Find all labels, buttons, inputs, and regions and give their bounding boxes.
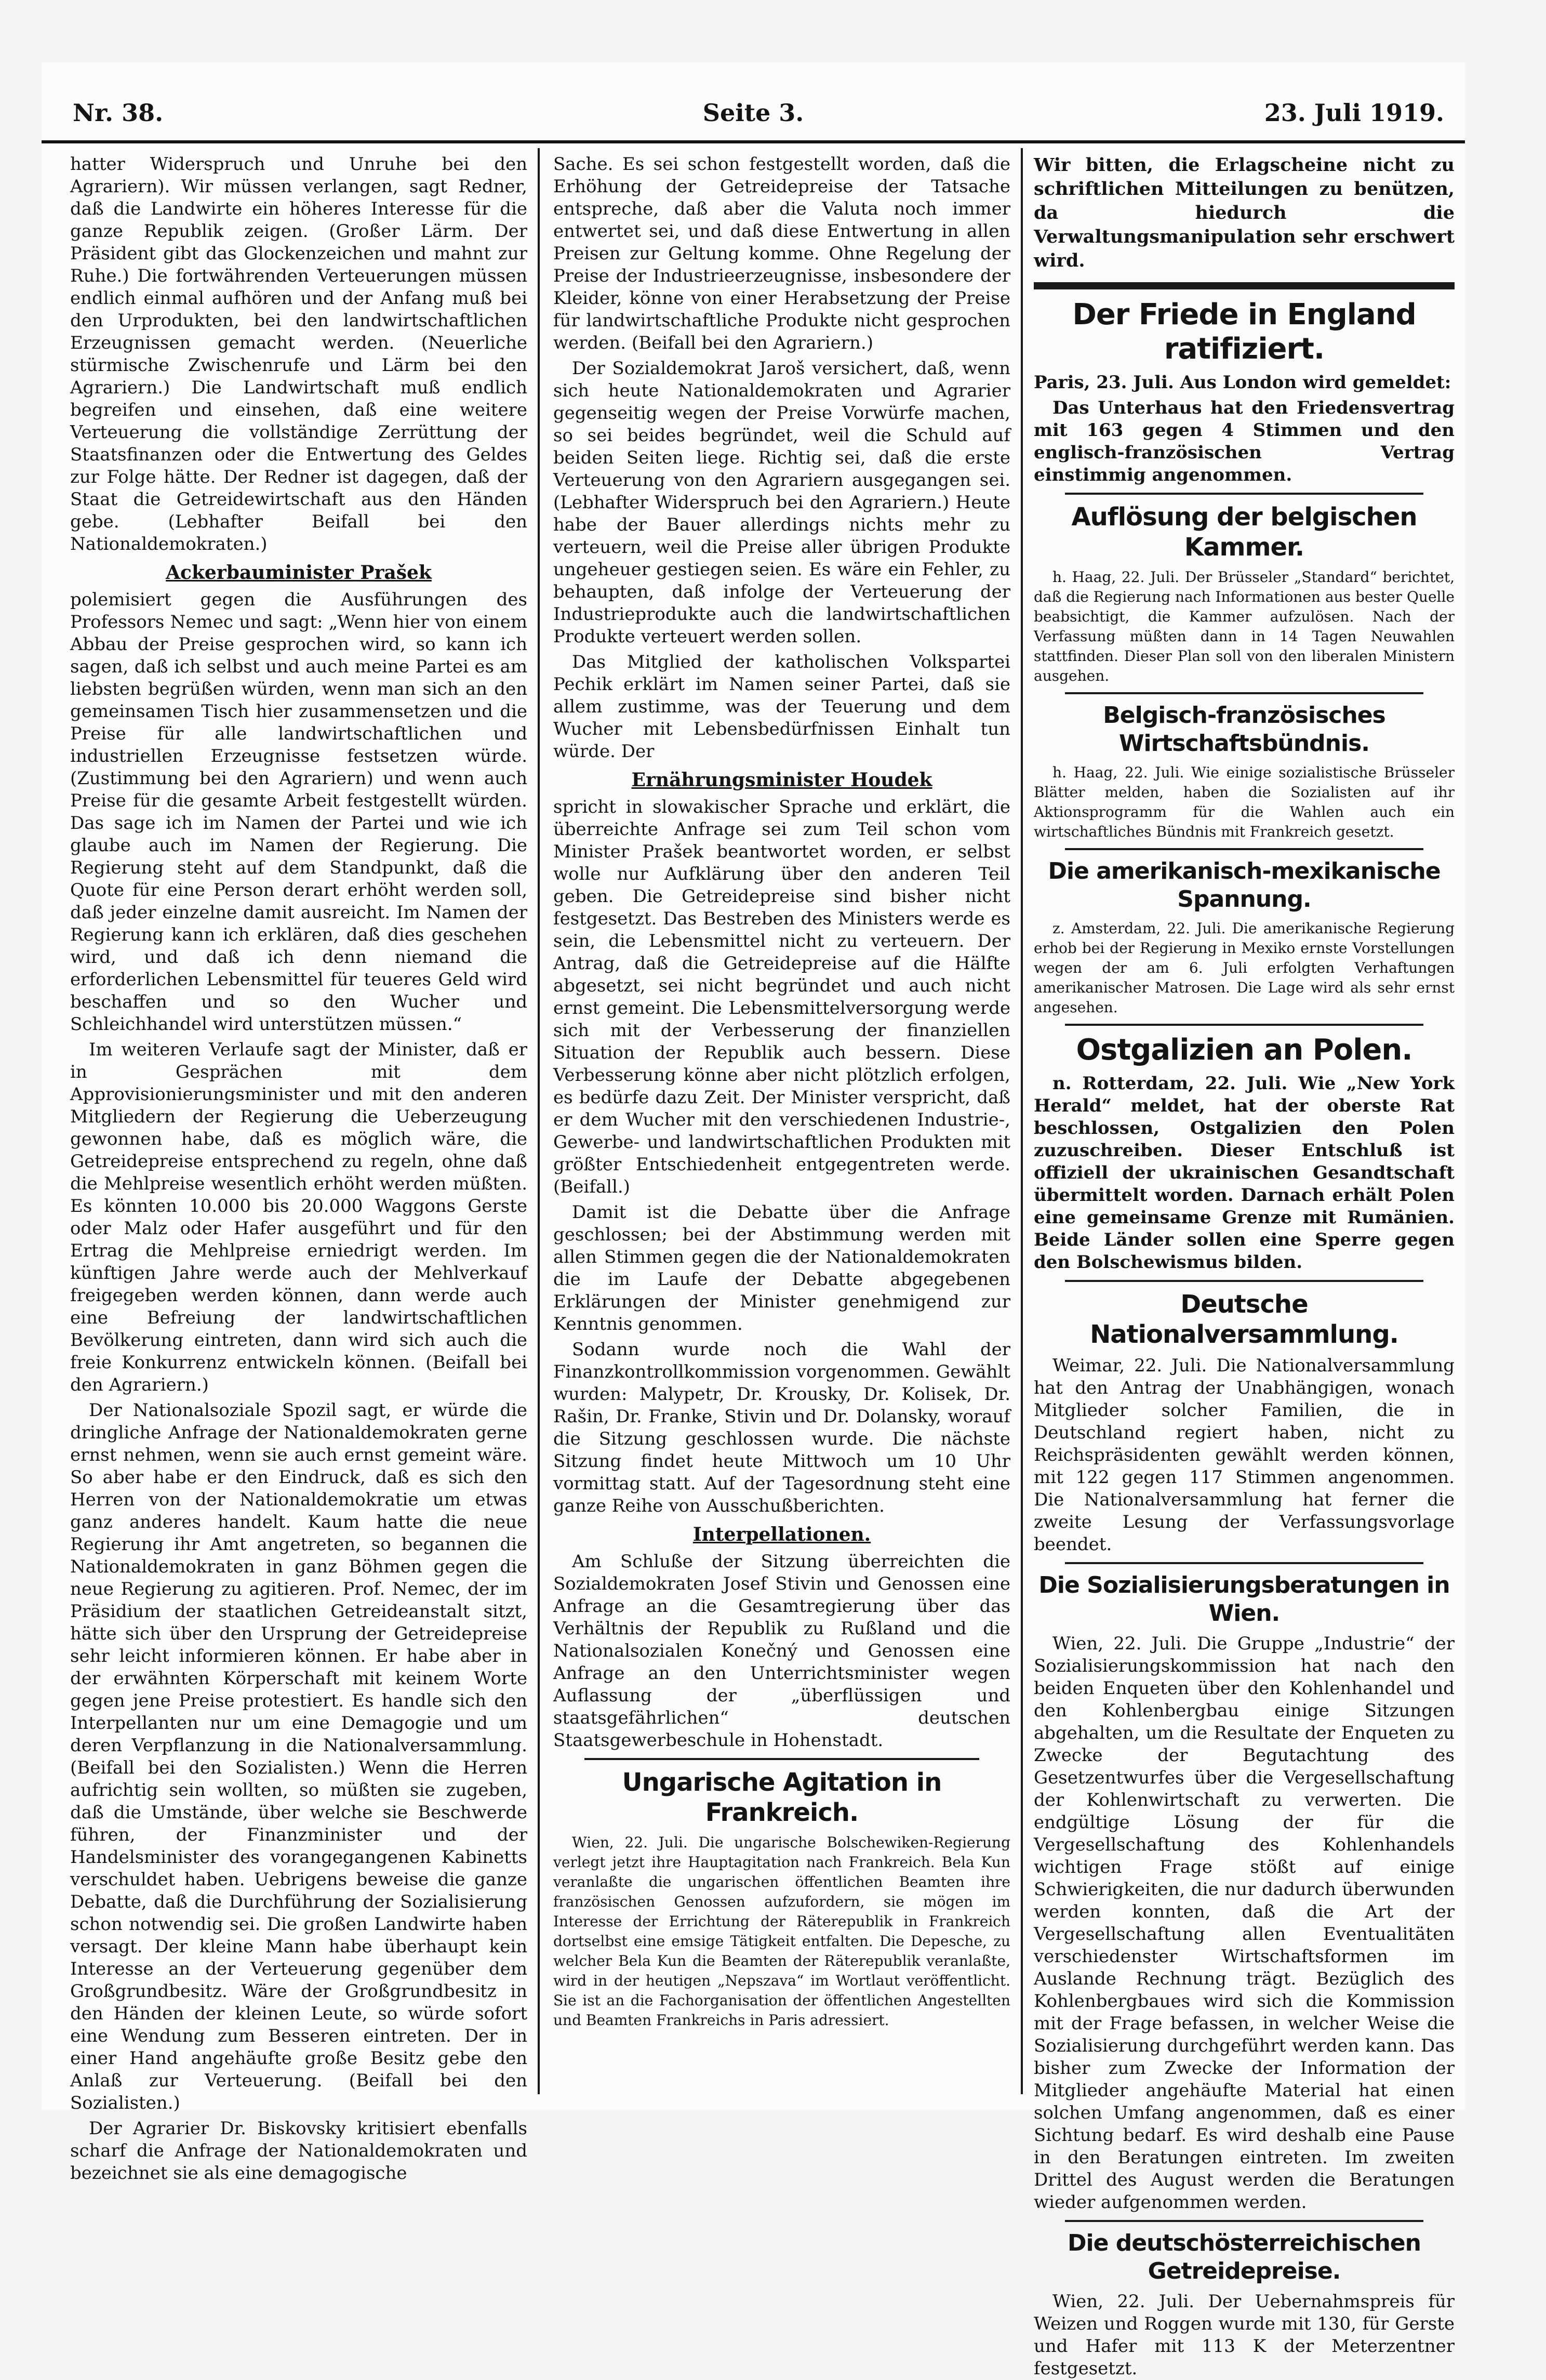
article-separator xyxy=(1065,848,1423,850)
issue-number: Nr. 38. xyxy=(73,99,164,127)
column-2 xyxy=(553,153,1010,2094)
article-heading: Ungarische Agitation in Frankreich. xyxy=(622,1768,942,1827)
article-heading: Ostgalizien an Polen. xyxy=(1076,1033,1412,1067)
article-heading: Belgisch-französisches Wirtschaftsbündnis. xyxy=(1103,702,1385,757)
page-number: Seite 3. xyxy=(702,99,804,127)
subheading xyxy=(553,1523,1010,1546)
paragraph: n. Rotterdam, 22. Juli. Wie „New York Herald“ meldet, hat der oberste Rat beschlossen, Ostgalizien den Polen zuzuschreiben. Dieser Entschluß ist offiziell der ukrainischen Gesandtschaft übermittelt worden. Darnach erhält Polen eine gemeinsame Grenze mit Rumänien. Beide Länder sollen eine Sperre gegen den Bolschewismus bilden. xyxy=(1034,1073,1455,1273)
article-separator xyxy=(1065,1562,1423,1564)
article-heading: Die deutschösterreichischen Getreidepreise. xyxy=(1068,2230,1421,2284)
paragraph: Das Mitglied der katholischen Volkspartei Pechik erklärt im Namen seiner Partei, daß sie allem zustimme, was der Teuerung und dem Wucher mit Lebensbedürfnissen Einhalt tun würde. Der xyxy=(553,652,1010,762)
subscriber-notice: Wir bitten, die Erlagscheine nicht zu schriftlichen Mitteilungen zu benützen, da hiedurch die Verwaltungsmanipulation sehr erschwert wird. xyxy=(1034,154,1455,271)
paragraph: spricht in slowakischer Sprache und erklärt, die überreichte Anfrage sei zum Teil schon vom Minister Prašek beantwortet worden, er selbst wolle nur Aufklärung über den anderen Teil geben. Die Getreidepreise sind bisher nicht festgesetzt. Das Bestreben des Ministers werde es sein, die Lebensmittel nicht zu verteuern. Der Antrag, daß die Getreidepreise auf die Hälfte abgesetzt, sei nicht begründet und auch nicht ernst gemeint. Die Lebensmittelversorgung werde sich mit der Verbesserung der finanziellen Situation der Republik auch bessern. Diese Verbesserung könne aber nicht plötzlich erfolgen, es bedürfe dazu Zeit. Der Minister verspricht, daß er dem Wucher mit den verschiedenen Industrie-, Gewerbe- und landwirtschaftlichen Produkten mit größter Entschiedenheit entgegentreten werde. (Beifall.) xyxy=(553,797,1010,1197)
page-header xyxy=(42,83,1465,143)
article-heading: Deutsche Nationalversammlung. xyxy=(1090,1290,1398,1349)
article-separator xyxy=(1065,2220,1423,2222)
paragraph: Das Unterhaus hat den Friedensvertrag mit 163 gegen 4 Stimmen und den englisch-französischen Vertrag einstimmig angenommen. xyxy=(1034,398,1455,485)
paragraph: h. Haag, 22. Juli. Der Brüsseler „Standard“ berichtet, daß die Regierung nach Informationen aus bester Quelle beabsichtigt, die Kammer aufzulösen. Nach der Verfassung müßten dann in 14 Tagen Neuwahlen stattfinden. Dieser Plan soll von den liberalen Ministern ausgehen. xyxy=(1034,568,1455,684)
subheading-text: Ackerbauminister Prašek xyxy=(166,562,432,584)
article-separator xyxy=(1065,493,1423,495)
subheading-text: Ernährungsminister Houdek xyxy=(631,769,932,791)
article-separator xyxy=(584,1758,979,1760)
article-separator xyxy=(1065,692,1423,694)
subheading xyxy=(70,561,527,585)
paragraph: Der Agrarier Dr. Biskovsky kritisiert ebenfalls scharf die Anfrage der Nationaldemokraten und bezeichnet sie als eine demagogische xyxy=(70,2118,527,2184)
paragraph: Weimar, 22. Juli. Die Nationalversammlung hat den Antrag der Unabhängigen, wonach Mitglieder solcher Familien, die in Deutschland regiert haben, nicht zu Reichspräsidenten gewählt werden können, mit 122 gegen 117 Stimmen angenommen. Die Nationalversammlung hat ferner die zweite Lesung der Verfassungsvorlage beendet. xyxy=(1034,1355,1455,1555)
paragraph: z. Amsterdam, 22. Juli. Die amerikanische Regierung erhob bei der Regierung in Mexiko ernste Vorstellungen wegen der am 6. Juli erfolgten Verhaftungen amerikanischer Matrosen. Die Lage wird als sehr ernst angesehen. xyxy=(1034,920,1455,1016)
newspaper-page xyxy=(42,62,1465,2379)
column-3 xyxy=(1034,153,1455,2379)
paragraph: Im weiteren Verlaufe sagt der Minister, daß er in Gesprächen mit dem Approvisionierungsminister und mit den anderen Mitgliedern der Regierung die Ueberzeugung gewonnen habe, daß es möglich wäre, die Getreidepreise entsprechend zu regeln, ohne daß die Mehlpreise wesentlich erhöht werden müßten. Es könnten 10.000 bis 20.000 Waggons Gerste oder Malz oder Hafer ausgeführt und für den Ertrag die Mehlpreise erniedrigt werden. Im künftigen Jahre werde auch der Mehlverkauf freigegeben werden können, dann werde auch eine Befreiung der landwirtschaftlichen Bevölkerung eintreten, dann wird sich auch die freie Konkurrenz entwickeln können. (Beifall bei den Agrariern.) xyxy=(70,1039,527,1395)
article-heading: Die amerikanisch-mexikanische Spannung. xyxy=(1048,858,1441,913)
paragraph: h. Haag, 22. Juli. Wie einige sozialistische Brüsseler Blätter melden, haben die Sozialisten auf ihr Aktionsprogramm für die Wahlen auch ein wirtschaftliches Bündnis mit Frankreich gesetzt. xyxy=(1034,764,1455,840)
paragraph: hatter Widerspruch und Unruhe bei den Agrariern). Wir müssen verlangen, sagt Redner, daß die Landwirte ein höheres Interesse für die ganze Republik zeigen. (Großer Lärm. Der Präsident gibt das Glockenzeichen und mahnt zur Ruhe.) Die fortwährenden Verteuerungen müssen endlich einmal aufhören und der Anfang muß bei den Urprodukten, bei den landwirtschaftlichen Erzeugnissen gemacht werden. (Neuerliche stürmische Zwischenrufe und Lärm bei den Agrariern.) Die Landwirtschaft muß endlich begreifen und einsehen, daß eine weitere Verteuerung die vollständige Zerrüttung der Staatsfinanzen oder die Entwertung des Geldes zur Folge hätte. Der Redner ist dagegen, daß der Staat die Getreidewirtschaft aus den Händen gebe. (Lebhafter Beifall bei den Nationaldemokraten.) xyxy=(70,154,527,554)
article-heading: Auflösung der belgischen Kammer. xyxy=(1071,503,1417,562)
paragraph: Der Nationalsoziale Spozil sagt, er würde die dringliche Anfrage der Nationaldemokraten gerne ernst nehmen, wenn sie auch ernst gemeint wäre. So aber habe er den Eindruck, daß es sich den Herren von der Nationaldemokratie um etwas ganz anderes handelt. Kaum hatte die neue Regierung ihr Amt angetreten, so begannen die Nationaldemokraten in ganz Böhmen gegen die neue Regierung zu agitieren. Prof. Nemec, der im Präsidium der staatlichen Getreideanstalt sitzt, hätte sich über den Ursprung der Getreidepreise sehr leicht informieren können. Er habe aber in der erwähnten Körperschaft mit keinem Worte gegen jene Preise protestiert. Es handle sich den Interpellanten nur um eine Demagogie und um deren Verpflanzung in die Nationalversammlung. (Beifall bei den Sozialisten.) Wenn die Herren aufrichtig sein wollten, so müßten sie zugeben, daß die Umstände, über welche sie Beschwerde führen, der Finanzminister und der Handelsminister des vorangegangenen Kabinetts verschuldet haben. Uebrigens beweise die ganze Debatte, daß die Durchführung der Sozialisierung schon notwendig sei. Die großen Landwirte haben versagt. Der kleine Mann habe überhaupt kein Interesse an der Verteuerung gegenüber dem Großgrundbesitz. Wäre der Großgrundbesitz in den Händen der kleinen Leute, so würde sofort eine Wendung zum Besseren eintreten. Der in einer Hand angehäufte große Besitz gebe den Anlaß zur Verteuerung. (Beifall bei den Sozialisten.) xyxy=(70,1400,527,2113)
paragraph: Der Sozialdemokrat Jaroš versichert, daß, wenn sich heute Nationaldemokraten und Agrarier gegenseitig wegen der Preise Vorwürfe machen, so sei beides begründet, weil die Schuld auf beiden Seiten liege. Richtig sei, daß die erste Verteuerung von den Agrariern ausgegangen sei. (Lebhafter Widerspruch bei den Agrariern.) Heute habe der Bauer allerdings nichts mehr zu verteuern, weil die Preise aller übrigen Produkte ungeheuer gestiegen seien. Es wäre ein Fehler, zu behaupten, daß infolge der Verteuerung der Industrieprodukte auch die landwirtschaftlichen Produkte verteuert werden sollen. xyxy=(553,358,1010,647)
subheading xyxy=(553,768,1010,792)
thick-rule xyxy=(1034,282,1455,289)
paragraph: Sodann wurde noch die Wahl der Finanzkontrollkommission vorgenommen. Gewählt wurden: Malypetr, Dr. Krousky, Dr. Kolisek, Dr. Rašin, Dr. Franke, Stivin und Dr. Dolansky, worauf die Sitzung geschlossen wurde. Die nächste Sitzung findet heute Mittwoch um 10 Uhr vormittag statt. Auf der Tagesordnung steht eine ganze Reihe von Ausschußberichten. xyxy=(553,1339,1010,1516)
article-separator xyxy=(1065,1280,1423,1282)
column-rule xyxy=(538,148,540,2094)
paragraph: Wien, 22. Juli. Die Gruppe „Industrie“ der Sozialisierungskommission hat nach den beiden Enqueten über den Kohlenhandel und den Kohlenbergbau einige Sitzungen abgehalten, um die Resultate der Enqueten zu Zwecke der Begutachtung des Gesetzentwurfes über die Vergesellschaftung der Kohlenwirtschaft zu verwerten. Die endgültige Lösung der für die Vergesellschaftung des Kohlenhandels wichtigen Frage stößt auf einige Schwierigkeiten, die nur dadurch überwunden werden konnten, daß die Art der Vergesellschaftung allen Eventualitäten verschiedenster Wirtschaftsformen im Auslande Rechnung trägt. Bezüglich des Kohlenbergbaues wird sich die Kommission mit der Frage befassen, in welcher Weise die Sozialisierung durchgeführt werden kann. Das bisher zum Zwecke der Information der Mitglieder angehäufte Material hat einen solchen Umfang angenommen, daß es einer Sichtung bedarf. Es wird deshalb eine Pause in den Beratungen eintreten. Im zweiten Drittel des August werden die Beratungen wieder aufgenommen werden. xyxy=(1034,1633,1455,2213)
column-1 xyxy=(70,153,527,2184)
paragraph: Paris, 23. Juli. Aus London wird gemeldet: xyxy=(1034,372,1451,393)
paragraph: Wien, 22. Juli. Die ungarische Bolschewiken-Regierung verlegt jetzt ihre Hauptagitation nach Frankreich. Bela Kun veranlaßte die ungarischen öffentlichen Beamten ihre französischen Genossen aufzufordern, sie mögen im Interesse der Errichtung der Räterepublik in Frankreich dortselbst eine emsige Tätigkeit entfalten. Die Depesche, zu welcher Bela Kun die Beamten der Räterepublik veranlaßte, wird in der heutigen „Nepszava“ im Wortlaut veröffentlicht. Sie ist an die Fachorganisation der öffentlichen Angestellten und Beamten Frankreichs in Paris adressiert. xyxy=(553,1834,1010,2029)
column-rule xyxy=(1021,148,1023,2094)
issue-date: 23. Juli 1919. xyxy=(1264,99,1444,127)
paragraph: Am Schluße der Sitzung überreichten die Sozialdemokraten Josef Stivin und Genossen eine Anfrage an die Gesamtregierung über das Verhältnis der Republik zu Rußland und die Nationalsozialen Konečný und Genossen eine Anfrage an den Unterrichtsminister wegen Auflassung der „überflüssigen und staatsgefährlichen“ deutschen Staatsgewerbeschule in Hohenstadt. xyxy=(553,1551,1010,1751)
subheading-text: Interpellationen. xyxy=(692,1524,871,1545)
article-heading: Der Friede in England ratifiziert. xyxy=(1072,298,1416,366)
paragraph: Wien, 22. Juli. Der Uebernahmspreis für Weizen und Roggen wurde mit 130, für Gerste und Hafer mit 113 K der Meterzentner festgesetzt. xyxy=(1034,2291,1455,2379)
paragraph: Sache. Es sei schon festgestellt worden, daß die Erhöhung der Getreidepreise der Tatsache entspreche, daß aber die Valuta noch immer entwertet sei, und daß diese Entwertung in allen Preisen zur Geltung komme. Ohne Regelung der Preise der Industrieerzeugnisse, insbesondere der Kleider, könne von einer Herabsetzung der Preise für landwirtschaftliche Produkte nicht gesprochen werden. (Beifall bei den Agrariern.) xyxy=(553,154,1010,353)
paragraph: polemisiert gegen die Ausführungen des Professors Nemec und sagt: „Wenn hier von einem Abbau der Preise gesprochen wird, so kann ich sagen, daß ich selbst und auch meine Partei es am liebsten begrüßen würden, wenn man sich an den gemeinsamen Tisch hier zusammensetzen und die Preise für alle landwirtschaftlichen und industriellen Erzeugnisse festsetzen würde. (Zustimmung bei den Agrariern) und wenn auch Preise für die gesamte Arbeit festgestellt würden. Das sage ich im Namen der Partei und wie ich glaube auch im Namen der Regierung. Die Regierung steht auf dem Standpunkt, daß die Quote für eine Person derart erhöht werden soll, daß jeder einzelne damit ausreicht. Im Namen der Regierung kann ich erklären, daß dies geschehen wird, und daß ich denn niemand die erforderlichen Lebensmittel für teueres Geld wird beschaffen und so den Wucher und Schleichhandel wird unterstützen müssen.“ xyxy=(70,589,527,1035)
paragraph: Damit ist die Debatte über die Anfrage geschlossen; bei der Abstimmung werden mit allen Stimmen gegen die der Nationaldemokraten die im Laufe der Debatte abgegebenen Erklärungen der Minister genehmigend zur Kenntnis genommen. xyxy=(553,1202,1010,1334)
article-heading: Die Sozialisierungsberatungen in Wien. xyxy=(1038,1572,1450,1627)
article-separator xyxy=(1065,1024,1423,1026)
